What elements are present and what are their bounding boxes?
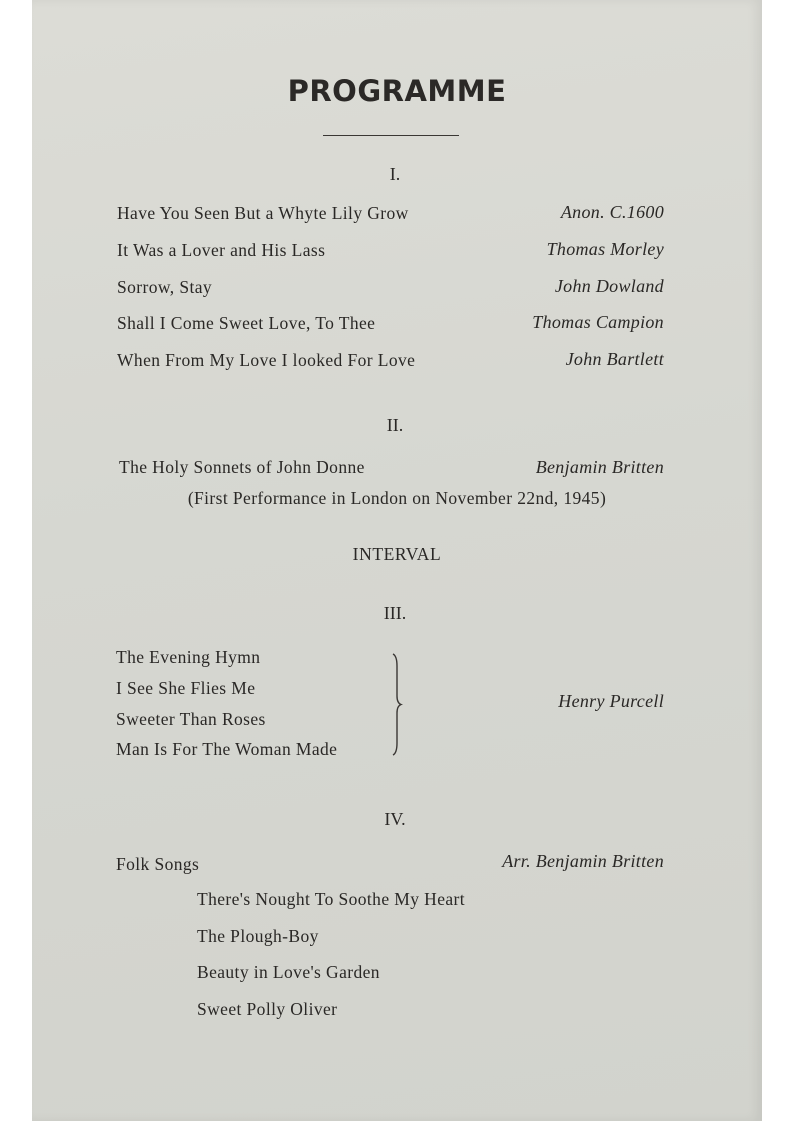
piece-title: Beauty in Love's Garden [197,962,380,982]
piece-title: Sorrow, Stay [117,277,213,297]
piece-composer: Arr. Benjamin Britten [502,851,664,871]
section-numeral-4: IV. [384,809,406,829]
piece-title: Sweet Polly Oliver [197,999,338,1019]
piece-title: The Holy Sonnets of John Donne [119,457,365,477]
interval-heading: INTERVAL [352,544,442,564]
section-numeral-1: I. [389,164,401,184]
title-divider [323,135,459,136]
piece-title: Sweeter Than Roses [116,709,266,729]
grouping-brace [390,652,404,757]
piece-title: When From My Love I looked For Love [117,350,416,370]
piece-composer: Thomas Campion [532,312,664,332]
piece-composer: Benjamin Britten [535,457,664,477]
piece-title: The Evening Hymn [116,647,261,667]
piece-composer: Anon. C.1600 [560,202,664,222]
page-title: PROGRAMME [287,74,507,108]
piece-composer: John Dowland [554,276,664,296]
piece-composer: Thomas Morley [546,239,664,259]
section-numeral-3: III. [383,603,407,623]
piece-title: Have You Seen But a Whyte Lily Grow [117,203,409,223]
piece-title: I See She Flies Me [116,678,256,698]
folk-songs-heading: Folk Songs [116,854,200,874]
section-numeral-2: II. [386,415,404,435]
piece-title: There's Nought To Soothe My Heart [197,889,466,909]
piece-title: Shall I Come Sweet Love, To Thee [117,313,376,333]
piece-title: The Plough-Boy [197,926,319,946]
piece-title: Man Is For The Woman Made [116,739,338,759]
piece-title: It Was a Lover and His Lass [117,240,326,260]
performance-note: (First Performance in London on November 22nd, 1945) [187,488,607,508]
piece-composer: John Bartlett [565,349,664,369]
piece-composer: Henry Purcell [558,691,664,711]
